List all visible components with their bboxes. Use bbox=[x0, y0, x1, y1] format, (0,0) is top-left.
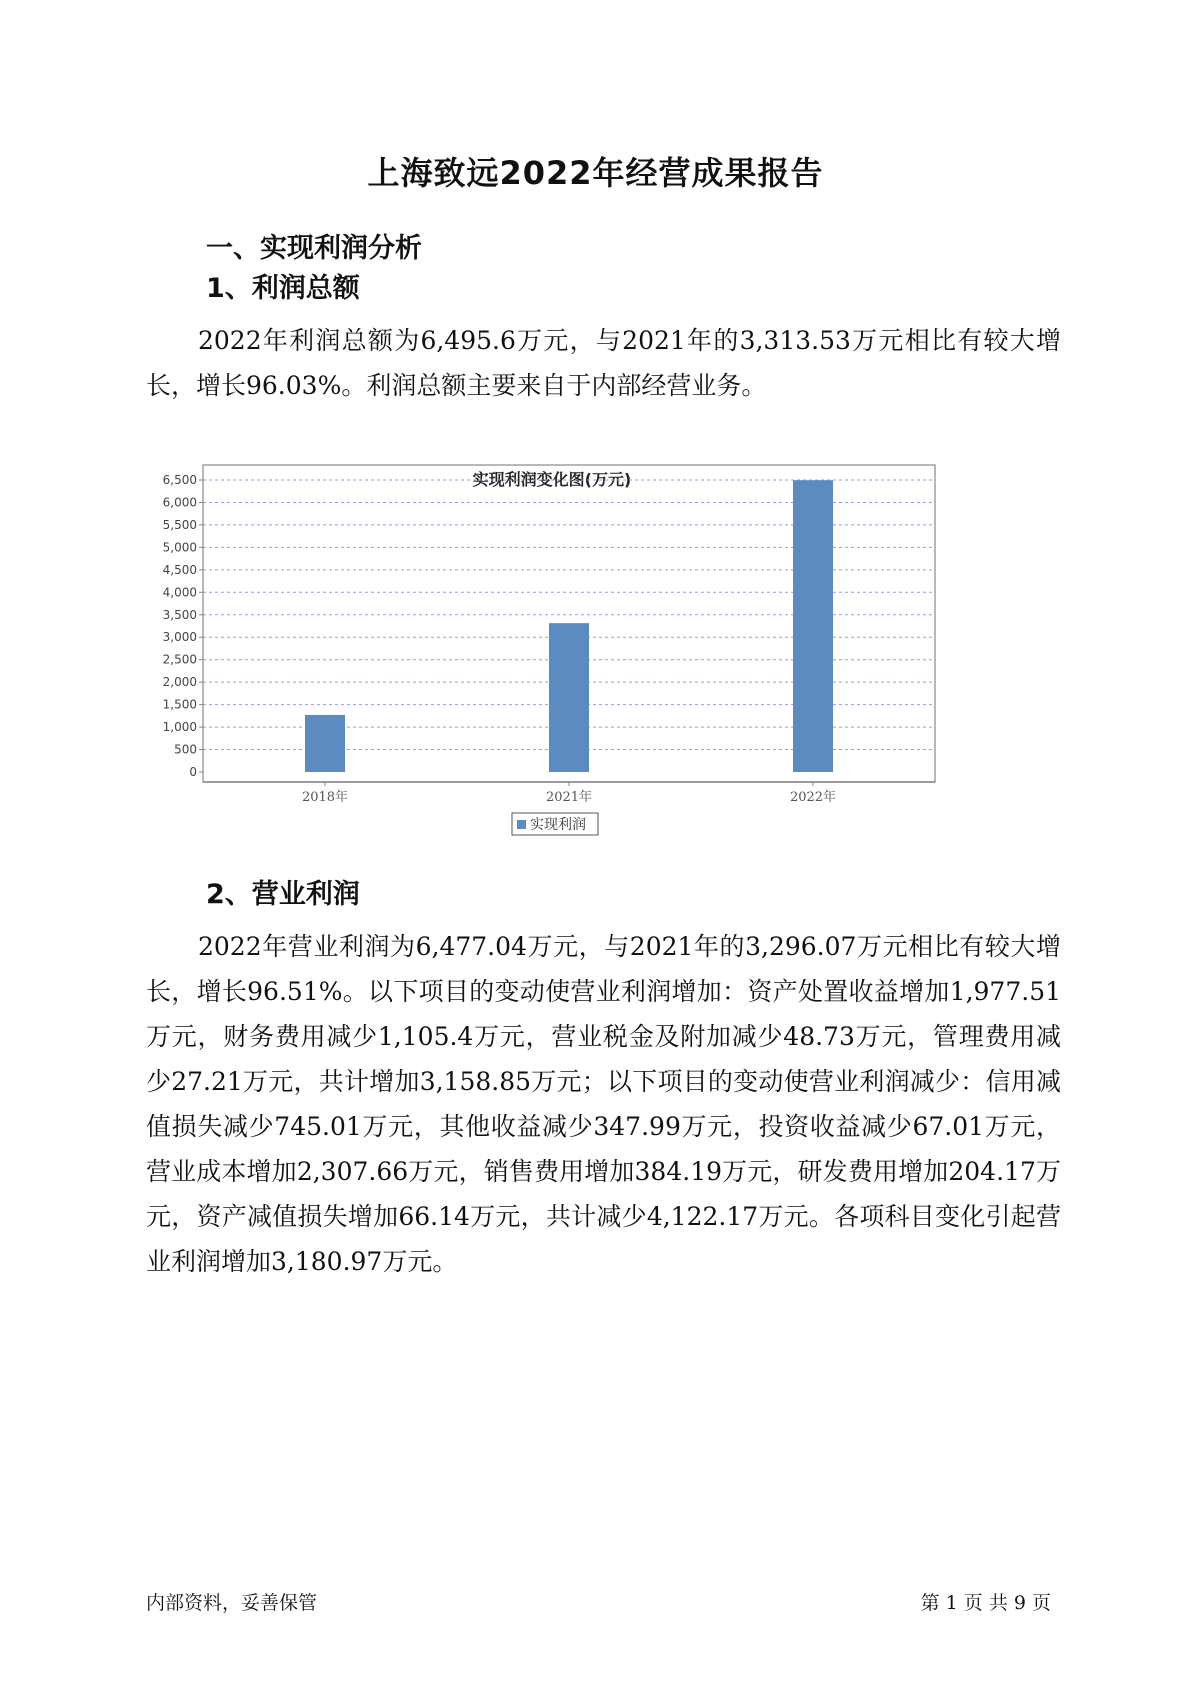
operating-profit-paragraph: 2022年营业利润为6,477.04万元，与2021年的3,296.07万元相比有较大增长，增长96.51%。以下项目的变动使营业利润增加：资产处置收益增加1,977.51万元，财务费用减少1,105.4万元，营业税金及附加减少48.73万元，管理费用减少27.21万元，共计增加3,158.85万元；以下项目的变动使营业利润减少：信用减值损失减少745.01万元，其他收益减少347.99万元，投资收益减少67.01万元，营业成本增加2,307.66万元，销售费用增加384.19万元，研发费用增加204.17万元，资产减值损失增加66.14万元，共计减少4,122.17万元。各项科目变化引起营业利润增加3,180.97万元。 bbox=[146, 932, 1061, 1276]
bar-1 bbox=[305, 715, 345, 772]
document-title: 上海致远2022年经营成果报告 bbox=[367, 154, 824, 192]
x-tick-label: 2021年 bbox=[545, 790, 593, 805]
bar-2 bbox=[549, 623, 589, 772]
y-tick-label: 5,500 bbox=[162, 517, 197, 532]
footer-confidential-note: 内部资料，妥善保管 bbox=[146, 1592, 318, 1614]
x-tick-label: 2018年 bbox=[301, 790, 349, 805]
y-tick-label: 6,500 bbox=[162, 473, 197, 487]
subsection-heading-total-profit: 1、利润总额 bbox=[206, 273, 360, 304]
chart-x-ticks bbox=[203, 782, 935, 805]
chart-y-ticks bbox=[163, 473, 203, 779]
total-profit-paragraph: 2022年利润总额为6,495.6万元，与2021年的3,313.53万元相比有较大增长，增长96.03%。利润总额主要来自于内部经营业务。 bbox=[146, 326, 1061, 400]
chart-bars bbox=[305, 480, 833, 772]
y-tick-label: 4,500 bbox=[162, 562, 197, 577]
y-tick-label: 0 bbox=[189, 765, 197, 779]
profit-bar-chart bbox=[140, 455, 1040, 915]
y-tick-label: 1,500 bbox=[162, 697, 197, 712]
y-tick-label: 3,500 bbox=[162, 607, 197, 622]
y-tick-label: 4,000 bbox=[162, 585, 197, 600]
subsection-heading-operating-profit: 2、营业利润 bbox=[206, 879, 360, 910]
footer-page-number: 第 1 页 共 9 页 bbox=[920, 1592, 1051, 1614]
y-tick-label: 1,000 bbox=[162, 720, 197, 735]
y-tick-label: 5,000 bbox=[162, 540, 197, 555]
y-tick-label: 2,000 bbox=[162, 675, 197, 690]
y-tick-label: 2,500 bbox=[162, 652, 197, 667]
y-tick-label: 3,000 bbox=[162, 630, 197, 645]
section-heading-profit-analysis: 一、实现利润分析 bbox=[206, 233, 422, 264]
y-tick-label: 500 bbox=[174, 742, 197, 757]
chart-legend bbox=[512, 813, 598, 835]
x-tick-label: 2022年 bbox=[789, 790, 837, 805]
bar-3 bbox=[793, 480, 833, 772]
chart-svg bbox=[140, 455, 1040, 915]
chart-title: 实现利润变化图(万元) bbox=[472, 470, 632, 489]
legend-swatch bbox=[517, 820, 526, 829]
legend-label: 实现利润 bbox=[530, 817, 586, 833]
y-tick-label: 6,000 bbox=[162, 495, 197, 510]
